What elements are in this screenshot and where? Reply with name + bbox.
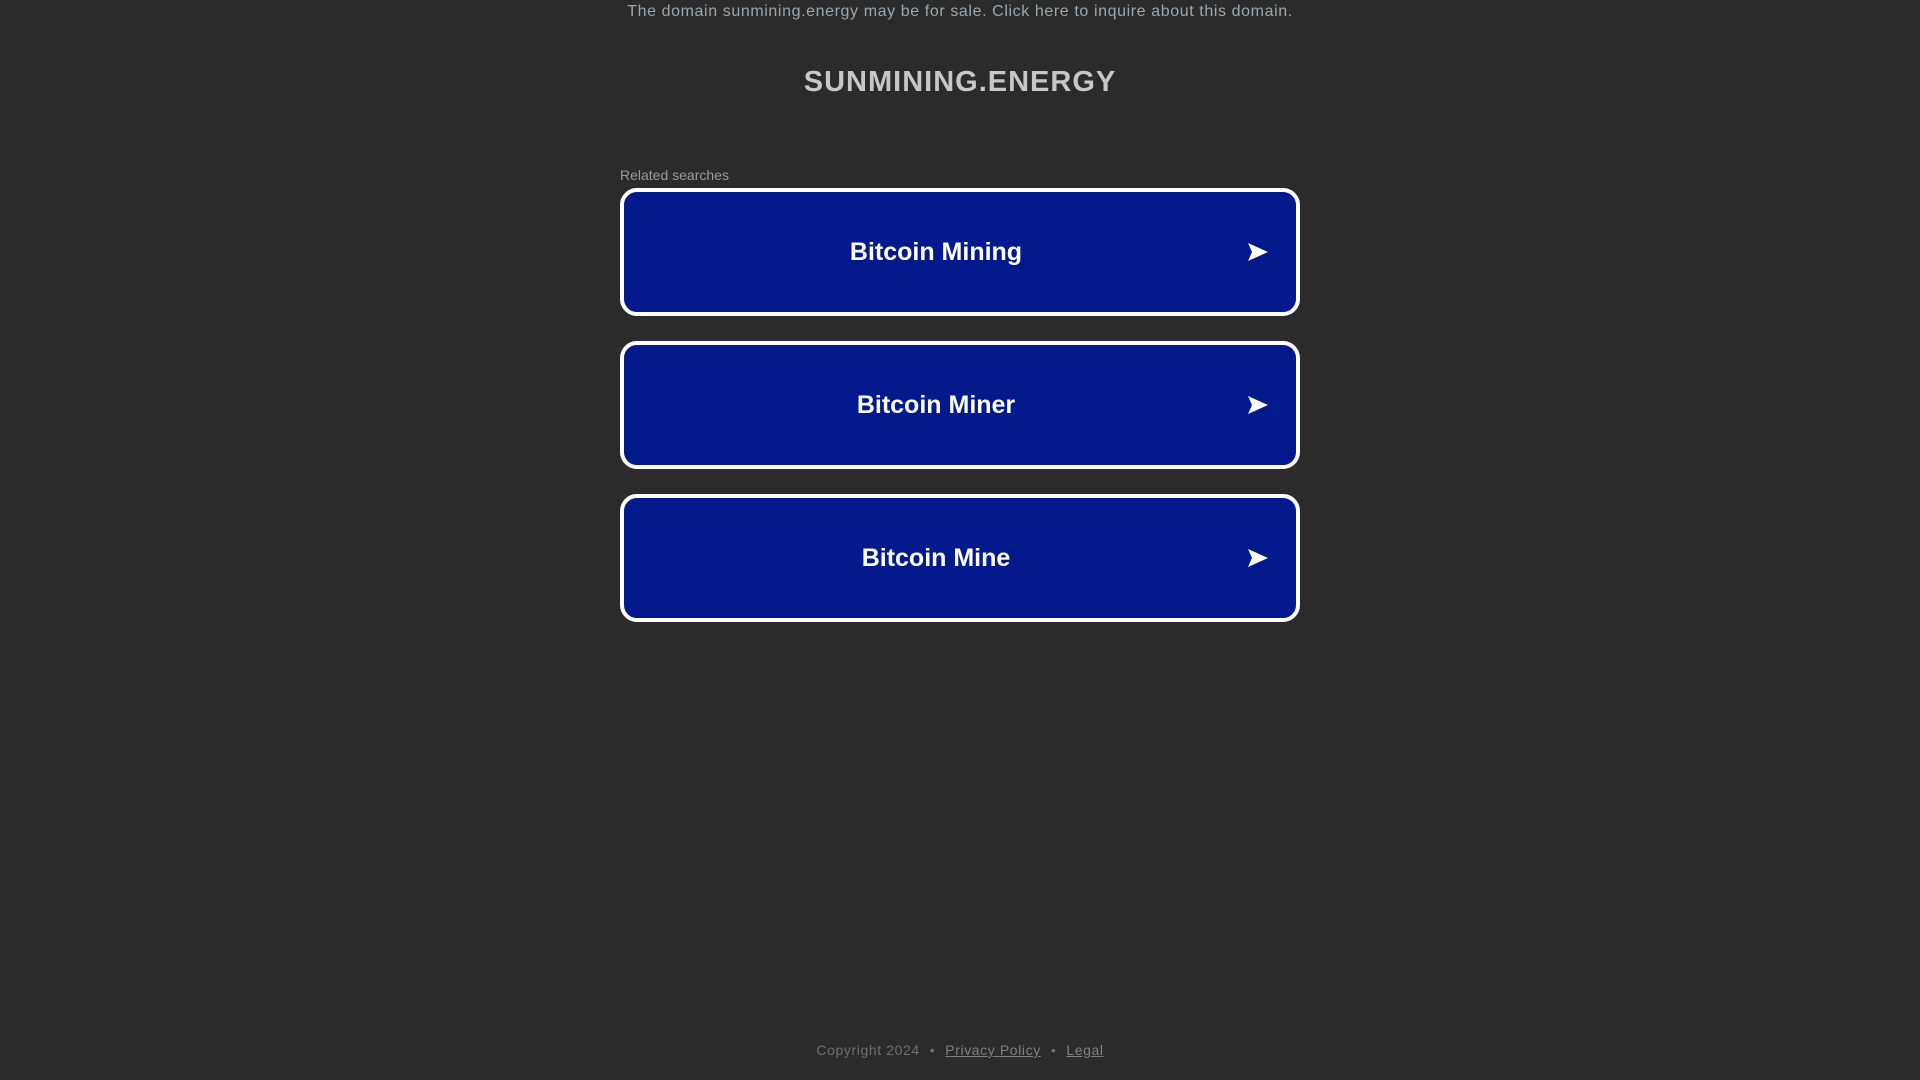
related-search-label: Bitcoin Miner (856, 390, 1016, 419)
arrow-right-icon (1246, 546, 1270, 570)
related-search-label: Bitcoin Mining (849, 237, 1023, 266)
footer-separator: • (929, 1042, 936, 1058)
arrow-right-icon (1246, 240, 1270, 264)
domain-sale-banner-link[interactable]: The domain sunmining.energy may be for sale. Click here to inquire about this domain. (627, 3, 1293, 20)
footer-separator: • (1050, 1042, 1057, 1058)
legal-link[interactable]: Legal (1066, 1042, 1104, 1058)
arrow-right-icon (1246, 393, 1270, 417)
related-searches-label: Related searches (620, 167, 729, 183)
domain-title: SUNMINING.ENERGY (803, 66, 1117, 98)
related-search-bitcoin-mine[interactable] (620, 494, 1300, 622)
copyright-text: Copyright 2024 (816, 1042, 920, 1058)
related-searches (620, 166, 1300, 647)
related-search-bitcoin-miner[interactable] (620, 341, 1300, 469)
related-search-label: Bitcoin Mine (861, 543, 1011, 572)
privacy-policy-link[interactable]: Privacy Policy (945, 1042, 1041, 1058)
footer (0, 1042, 1920, 1058)
related-search-bitcoin-mining[interactable] (620, 188, 1300, 316)
